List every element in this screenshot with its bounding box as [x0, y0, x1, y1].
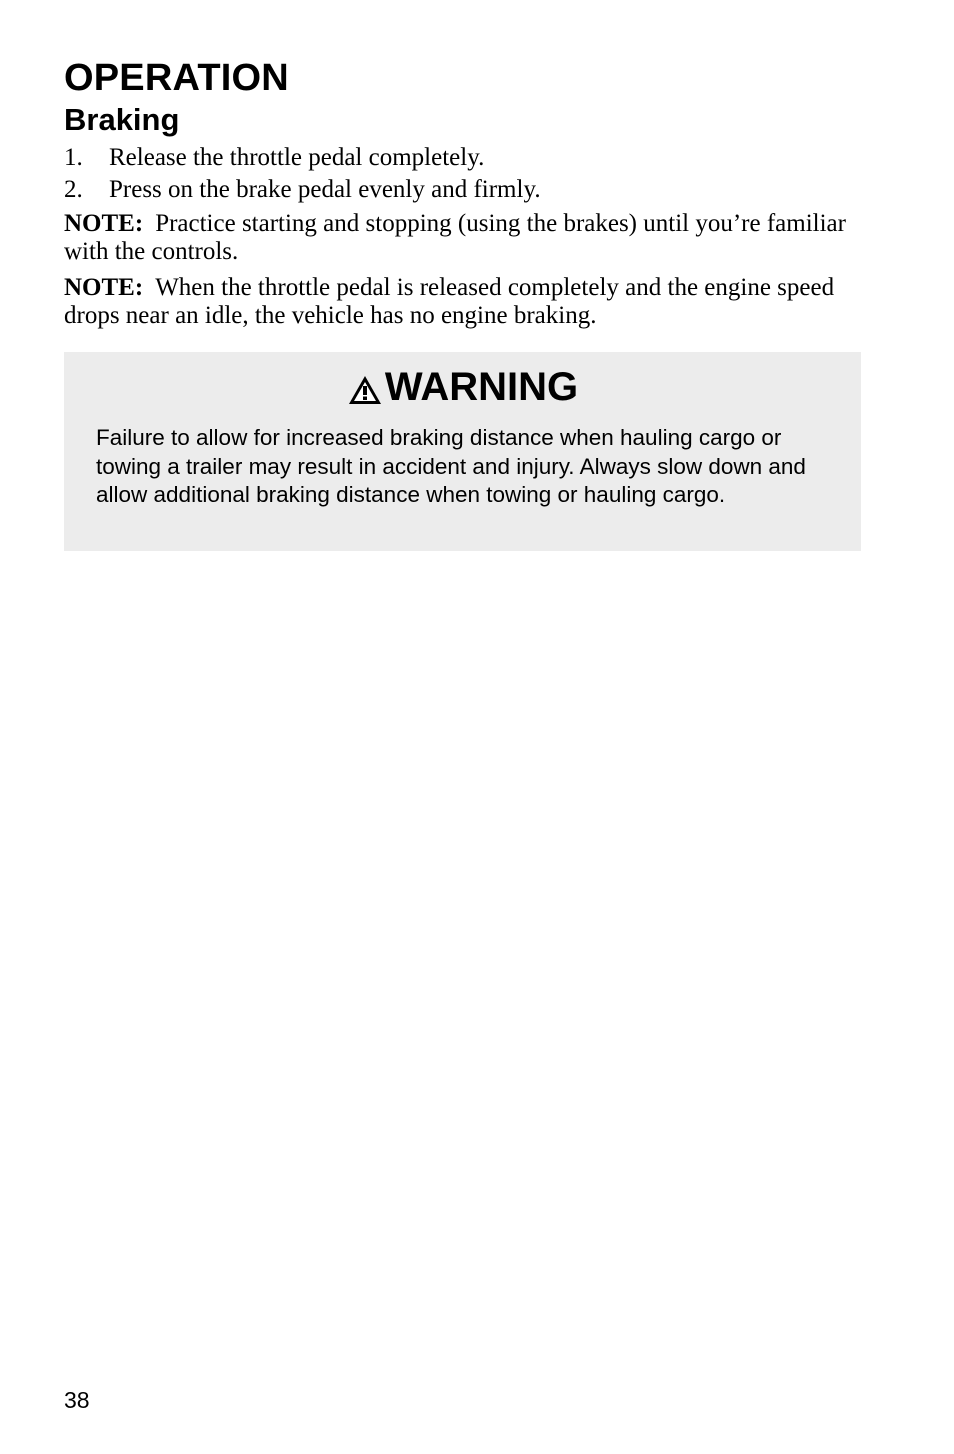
note-paragraph	[64, 274, 861, 330]
subsection-title: Braking	[64, 102, 180, 137]
step-number: 1.	[64, 144, 83, 171]
warning-text: Failure to allow for increased braking distance when hauling cargo or towing a trailer may result in accident and injury. Always slow down and allow additional braking distance when towing or hauling cargo.	[96, 425, 806, 507]
note-label: NOTE:	[64, 210, 144, 237]
step-number: 2.	[64, 176, 83, 203]
note-text: When the throttle pedal is released completely and the engine speed drops near an idle, the vehicle has no engine braking.	[64, 274, 835, 329]
warning-box	[64, 352, 861, 551]
page-content	[64, 56, 861, 338]
section-title: OPERATION	[64, 57, 289, 99]
steps-list	[64, 142, 861, 206]
page-number: 38	[64, 1387, 90, 1413]
warning-heading	[64, 364, 861, 410]
step-item	[64, 174, 861, 206]
step-text: Press on the brake pedal evenly and firmly.	[109, 176, 541, 203]
step-item	[64, 142, 861, 174]
step-text: Release the throttle pedal completely.	[109, 144, 485, 171]
warning-triangle-icon	[347, 374, 383, 406]
note-paragraph	[64, 210, 861, 266]
note-text: Practice starting and stopping (using the brakes) until you’re familiar with the controls.	[64, 210, 846, 265]
warning-title: WARNING	[384, 365, 579, 409]
note-label: NOTE:	[64, 274, 144, 301]
